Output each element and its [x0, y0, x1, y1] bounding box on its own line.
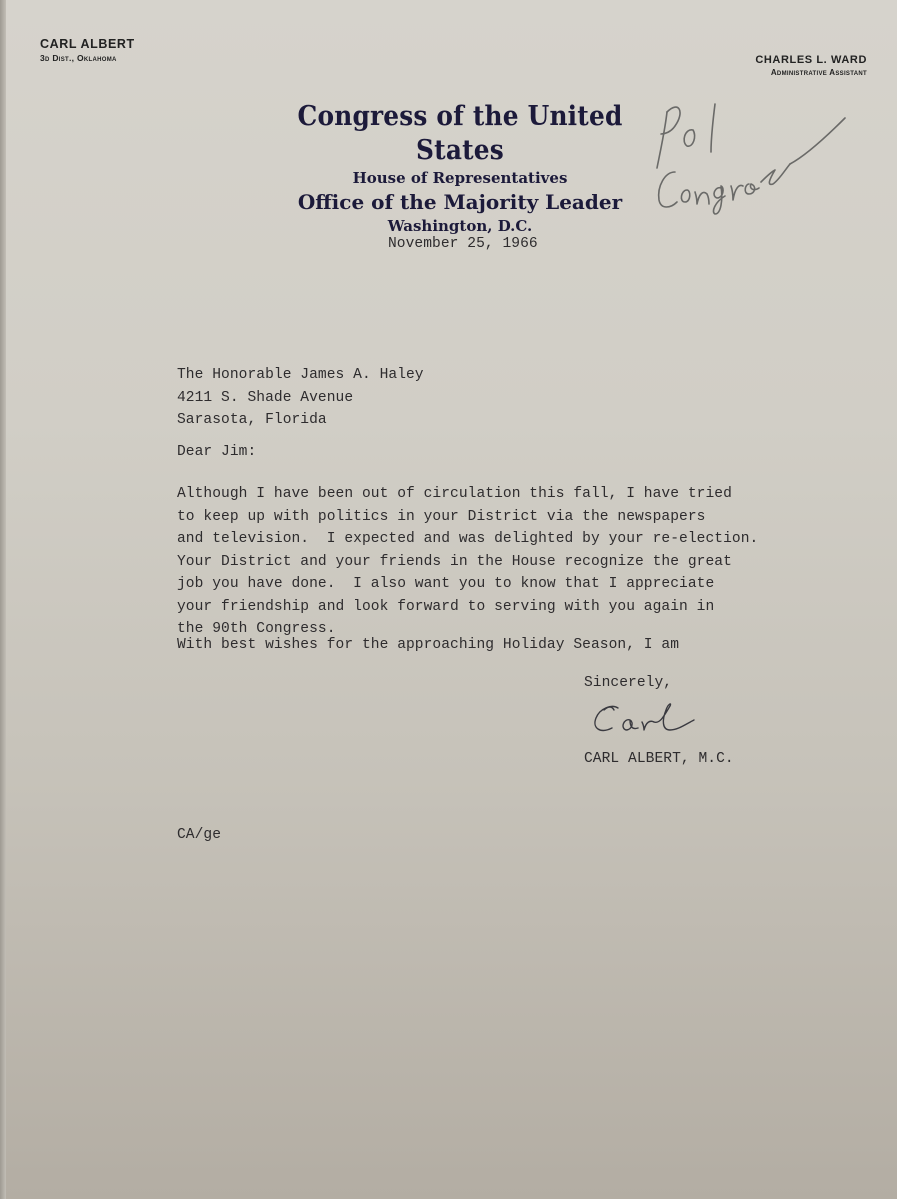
body-line: and television. I expected and was delighted by your re-election. [177, 531, 759, 547]
reference-initials: CA/ge [177, 827, 222, 843]
body-line: Although I have been out of circulation this fall, I have tried [177, 486, 732, 502]
closing-line: With best wishes for the approaching Holiday Season, I am [177, 637, 680, 653]
body-line: Your District and your friends in the House recognize the great [177, 553, 732, 570]
letterhead-right [755, 54, 867, 77]
recipient-city: Sarasota, Florida [177, 412, 327, 428]
letter-date: November 25, 1966 [388, 236, 538, 252]
masthead-location: Washington, D.C. [387, 217, 533, 235]
assistant-name: CHARLES L. WARD [755, 54, 867, 66]
body-line: the 90th Congress. [177, 621, 336, 637]
assistant-title: Administrative Assistant [770, 68, 867, 77]
masthead-house: House of Representatives [352, 169, 568, 187]
masthead [260, 100, 660, 236]
letterhead-left [40, 37, 135, 63]
recipient-address [177, 364, 424, 432]
signature-carl-icon [590, 700, 710, 740]
salutation: Dear Jim: [177, 444, 257, 460]
congressman-name: CARL ALBERT [40, 37, 135, 51]
body-line: to keep up with politics in your District via the newspapers [177, 508, 706, 525]
signer-name: CARL ALBERT, M.C. [584, 751, 734, 767]
masthead-office: Office of the Majority Leader [297, 190, 623, 214]
body-line: job you have done. I also want you to know that I appreciate [177, 576, 715, 592]
recipient-name: The Honorable James A. Haley [177, 367, 424, 383]
complimentary-close: Sincerely, [584, 675, 673, 691]
recipient-street: 4211 S. Shade Avenue [177, 389, 354, 406]
body-line: your friendship and look forward to serving with you again in [177, 598, 715, 615]
letter-body [177, 483, 758, 641]
paper-edge [0, 0, 6, 1199]
congressman-district: 3d Dist., Oklahoma [40, 53, 117, 63]
masthead-congress: Congress of the United States [297, 101, 623, 166]
handwritten-annotation-icon [645, 90, 860, 220]
